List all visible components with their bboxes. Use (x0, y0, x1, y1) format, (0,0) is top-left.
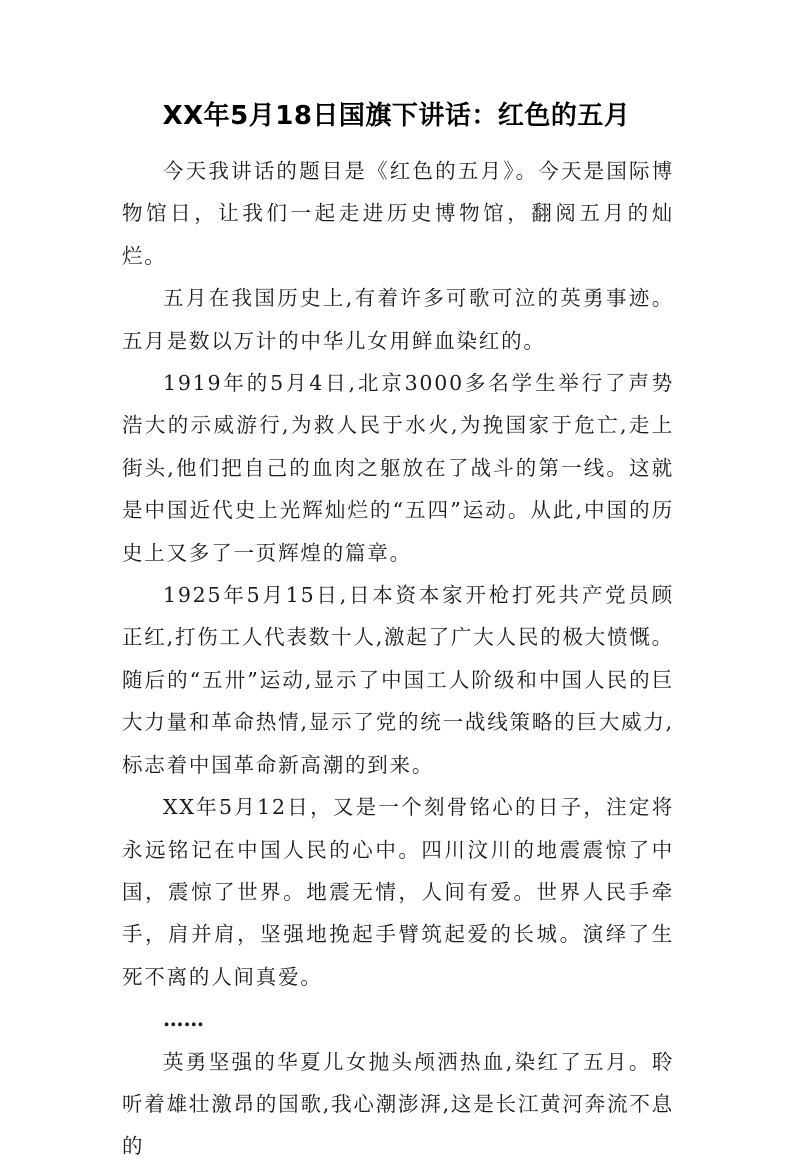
paragraph-conclusion: 英勇坚强的华夏儿女抛头颅洒热血,染红了五月。聆听着雄壮激昂的国歌,我心潮澎湃,这是长江黄河奔流不息的 (122, 1049, 674, 1159)
paragraph-wenchuan: XX年5月12日，又是一个刻骨铭心的日子，注定将永远铭记在中国人民的心中。四川汶川的地震震惊了中国，震惊了世界。地震无情，人间有爱。世界人民手牵手，肩并肩，坚强地挽起手臂筑起爱的长城。演绎了生死不离的人间真爱。 (122, 795, 674, 989)
paragraph-intro: 今天我讲话的题目是《红色的五月》。今天是国际博物馆日，让我们一起走进历史博物馆，翻阅五月的灿烂。 (122, 159, 674, 268)
ellipsis: …… (163, 1007, 204, 1032)
document-body (122, 150, 674, 1168)
paragraph-may-thirtieth: 1925年5月15日,日本资本家开枪打死共产党员顾正红,打伤工人代表数十人,激起了广大人民的极大愤慨。随后的“五卅”运动,显示了中国工人阶级和中国人民的巨大力量和革命热情,显示了党的统一战线策略的巨大威力,标志着中国革命新高潮的到来。 (122, 583, 674, 777)
paragraph-may-fourth: 1919年的5月4日,北京3000多名学生举行了声势浩大的示威游行,为救人民于水火,为挽国家于危亡,走上街头,他们把自己的血肉之躯放在了战斗的第一线。这就是中国近代史上光辉灿烂的“五四”运动。从此,中国的历史上又多了一页辉煌的篇章。 (122, 371, 674, 565)
document-title: XX年5月18日国旗下讲话：红色的五月 (162, 101, 631, 131)
paragraph-may-history: 五月在我国历史上,有着许多可歌可泣的英勇事迹。五月是数以万计的中华儿女用鲜血染红的。 (122, 286, 674, 353)
